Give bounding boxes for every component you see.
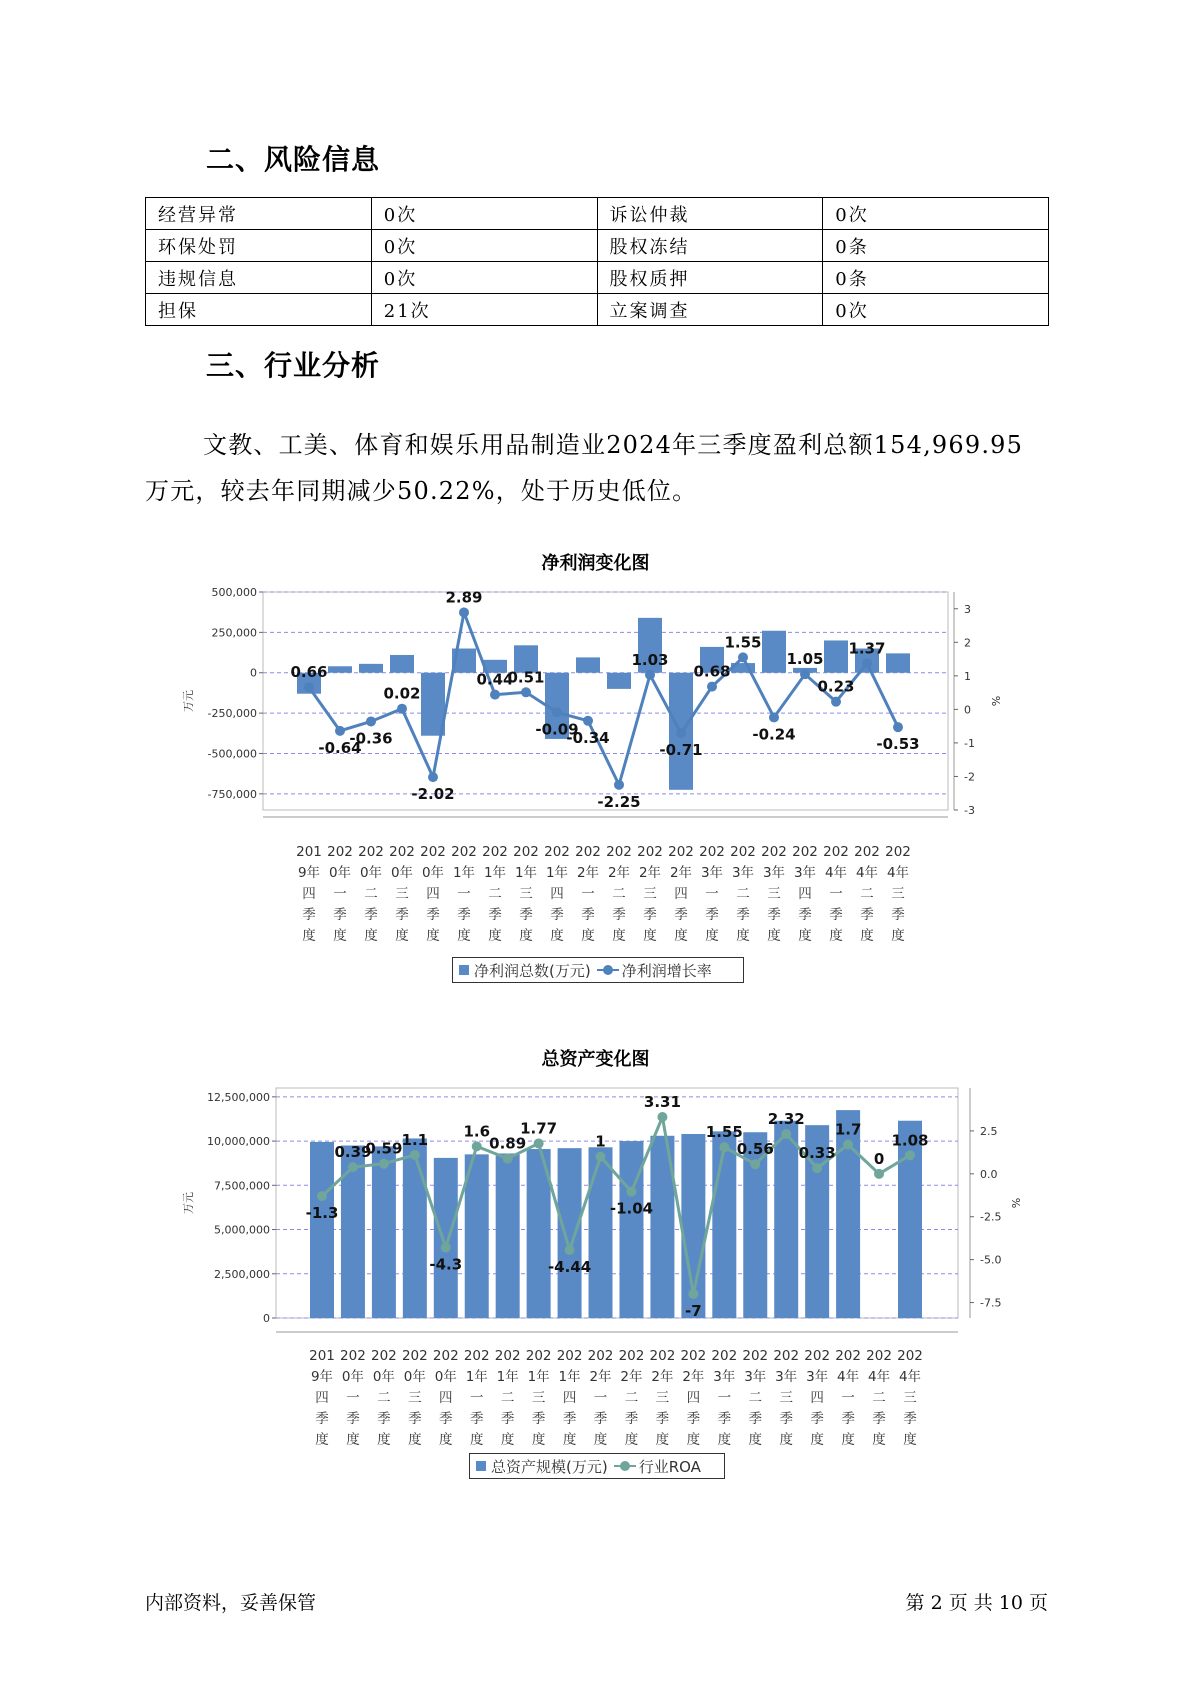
- bar: [434, 1158, 458, 1318]
- data-label: 0.68: [693, 662, 731, 681]
- bar: [774, 1121, 798, 1318]
- x-tick-label: 202 0年二季度: [358, 844, 384, 944]
- line-point: [304, 682, 314, 692]
- x-tick-label: 202 0年三季度: [389, 844, 415, 944]
- bar: [403, 1138, 427, 1318]
- x-tick-label: 202 4年二季度: [854, 844, 880, 944]
- total-assets-chart: [0, 1070, 1191, 1470]
- line-point: [688, 1289, 698, 1299]
- bar: [328, 666, 352, 672]
- risk-table-row: [146, 294, 1049, 326]
- x-tick-label: 202 2年二季度: [618, 1348, 645, 1448]
- paragraph-line-2: 万元，较去年同期减少50.22%，处于历史低位。: [145, 477, 698, 505]
- data-label: -0.24: [752, 725, 796, 744]
- legend-bar-label: 总资产规模(万元): [491, 1457, 608, 1476]
- line-point: [565, 1245, 575, 1255]
- data-label: -4.3: [429, 1255, 463, 1274]
- x-tick-label: 202 3年四季度: [804, 1348, 831, 1448]
- data-label: 0.51: [507, 668, 545, 687]
- y2-axis-title: %: [989, 695, 1002, 707]
- line-point: [831, 697, 841, 707]
- risk-item-value: 0次: [823, 198, 1049, 230]
- line-point: [366, 716, 376, 726]
- section-title-risk: 二、风险信息: [206, 143, 381, 176]
- x-tick-label: 202 2年一季度: [575, 844, 601, 944]
- data-label: -0.71: [659, 741, 703, 760]
- data-label: -0.53: [876, 735, 920, 754]
- risk-item-label: 经营异常: [146, 198, 372, 230]
- footer-confidential: 内部资料，妥善保管: [145, 1592, 317, 1614]
- line-point: [781, 1129, 791, 1139]
- line-point: [472, 1141, 482, 1151]
- bar-legend-swatch: [476, 1461, 486, 1471]
- line-point: [750, 1159, 760, 1169]
- paragraph-line-1: 文教、工美、体育和娱乐用品制造业2024年三季度盈利总额154,969.95: [203, 431, 1024, 459]
- risk-table-row: [146, 230, 1049, 262]
- line-point: [812, 1163, 822, 1173]
- x-tick-label: 202 0年一季度: [327, 844, 353, 944]
- data-label: -0.34: [566, 728, 610, 747]
- data-label: -2.02: [411, 785, 455, 804]
- line-point: [428, 772, 438, 782]
- data-label: 1.55: [724, 633, 762, 652]
- line-point: [738, 652, 748, 662]
- y2-axis-title: %: [1009, 1197, 1022, 1209]
- data-label: 0.33: [798, 1144, 836, 1163]
- risk-item-label: 违规信息: [146, 262, 372, 294]
- data-label: -2.25: [597, 792, 641, 811]
- bar: [762, 631, 786, 673]
- y2-tick-label: -5.0: [980, 1253, 1002, 1267]
- bar: [496, 1153, 520, 1318]
- legend-line-label: 净利润增长率: [621, 961, 712, 980]
- y2-tick-label: 3: [964, 602, 971, 616]
- plot-area: [263, 592, 948, 810]
- risk-item-label: 立案调查: [597, 294, 823, 326]
- data-label: 3.31: [643, 1093, 681, 1112]
- risk-item-value: 0次: [371, 230, 597, 262]
- line-point: [626, 1187, 636, 1197]
- footer-page-number: 第 2 页 共 10 页: [905, 1592, 1048, 1614]
- bar-legend-swatch: [459, 965, 469, 975]
- data-label: -1.04: [609, 1199, 654, 1218]
- x-tick-label: 202 0年四季度: [420, 844, 446, 944]
- bar: [589, 1147, 613, 1318]
- bar: [310, 1142, 334, 1318]
- x-tick-label: 202 3年一季度: [711, 1348, 738, 1448]
- line-point: [707, 682, 717, 692]
- y-tick-label: -750,000: [207, 787, 257, 801]
- data-label: -0.64: [318, 738, 362, 757]
- x-tick-label: 201 9年四季度: [309, 1348, 335, 1448]
- risk-item-value: 0次: [371, 262, 597, 294]
- risk-item-value: 0次: [823, 294, 1049, 326]
- data-label: -7: [685, 1301, 702, 1320]
- data-label: 1.05: [786, 650, 824, 669]
- y2-tick-label: 2: [964, 636, 971, 650]
- x-tick-label: 202 4年二季度: [866, 1348, 892, 1448]
- line-point: [843, 1140, 853, 1150]
- bar: [607, 673, 631, 689]
- line-point: [676, 728, 686, 738]
- x-tick-label: 202 0年三季度: [401, 1348, 428, 1448]
- total-assets-legend: [469, 1453, 725, 1479]
- data-label: 1.1: [401, 1130, 429, 1149]
- data-label: -0.09: [535, 720, 579, 739]
- y-tick-label: 0: [250, 666, 257, 680]
- x-tick-label: 202 0年一季度: [340, 1348, 366, 1448]
- line-point: [441, 1243, 451, 1253]
- line-point: [893, 722, 903, 732]
- data-label: 0.39: [334, 1143, 372, 1162]
- risk-table-row: [146, 262, 1049, 294]
- x-tick-label: 202 3年二季度: [742, 1348, 769, 1448]
- bar: [372, 1146, 396, 1318]
- line-point: [596, 1152, 606, 1162]
- data-label: 1.77: [520, 1119, 558, 1138]
- bar: [558, 1148, 582, 1318]
- x-tick-label: 201 9年四季度: [296, 844, 322, 944]
- y-axis-title: 万元: [182, 690, 195, 712]
- x-tick-label: 202 1年四季度: [556, 1348, 583, 1448]
- risk-table-row: [146, 198, 1049, 230]
- data-label: -4.44: [547, 1258, 592, 1277]
- y-tick-label: 10,000,000: [207, 1135, 270, 1149]
- y-tick-label: 2,500,000: [214, 1267, 270, 1281]
- x-tick-label: 202 1年三季度: [513, 844, 539, 944]
- data-label: 2.32: [767, 1110, 805, 1128]
- y2-tick-label: -7.5: [980, 1296, 1002, 1310]
- data-label: 1.7: [834, 1120, 862, 1139]
- x-tick-label: 202 0年四季度: [432, 1348, 459, 1448]
- line-point: [459, 607, 469, 617]
- x-tick-label: 202 2年三季度: [637, 844, 663, 944]
- x-tick-label: 202 2年二季度: [606, 844, 632, 944]
- line-point: [800, 669, 810, 679]
- y2-tick-label: -1: [964, 736, 975, 750]
- data-label: 1.03: [631, 650, 669, 669]
- x-tick-label: 202 0年二季度: [371, 1348, 397, 1448]
- line-point: [657, 1112, 667, 1122]
- x-tick-label: 202 4年一季度: [823, 844, 849, 944]
- risk-item-label: 担保: [146, 294, 372, 326]
- x-tick-label: 202 3年一季度: [699, 844, 725, 944]
- line-point: [874, 1169, 884, 1179]
- y-tick-label: 12,500,000: [207, 1090, 270, 1104]
- x-tick-label: 202 1年一季度: [463, 1348, 490, 1448]
- y2-tick-label: -2: [964, 770, 975, 784]
- y-tick-label: 250,000: [211, 626, 257, 640]
- data-label: 1.37: [848, 639, 886, 658]
- line-point: [521, 687, 531, 697]
- x-tick-label: 202 1年二季度: [494, 1348, 521, 1448]
- data-label: 0.66: [290, 663, 328, 682]
- x-tick-label: 202 4年三季度: [885, 844, 911, 944]
- bar: [712, 1131, 736, 1318]
- line-point: [397, 704, 407, 714]
- line-point: [410, 1150, 420, 1160]
- data-label: 0.23: [817, 677, 855, 696]
- line-legend-swatch: [597, 965, 619, 975]
- industry-paragraph: [145, 422, 1075, 514]
- y-axis-title: 万元: [182, 1192, 195, 1214]
- data-label: 0: [873, 1149, 885, 1168]
- x-tick-label: 202 1年三季度: [525, 1348, 552, 1448]
- line-point: [335, 726, 345, 736]
- legend-line-label: 行业ROA: [638, 1457, 701, 1476]
- x-tick-label: 202 2年四季度: [680, 1348, 707, 1448]
- y2-tick-label: 2.5: [980, 1124, 998, 1138]
- net-profit-chart: [0, 570, 1191, 970]
- risk-item-label: 股权冻结: [597, 230, 823, 262]
- bar: [824, 640, 848, 672]
- risk-item-label: 股权质押: [597, 262, 823, 294]
- risk-table: [145, 197, 1049, 326]
- x-tick-label: 202 3年四季度: [792, 844, 818, 944]
- data-label: 0.02: [383, 684, 421, 703]
- risk-item-value: 0条: [823, 262, 1049, 294]
- x-tick-label: 202 1年四季度: [544, 844, 570, 944]
- bar: [359, 664, 383, 673]
- data-label: 1.08: [891, 1131, 929, 1150]
- x-tick-label: 202 3年三季度: [761, 844, 787, 944]
- data-label: 0.56: [736, 1140, 774, 1159]
- x-tick-label: 202 2年一季度: [587, 1348, 614, 1448]
- y2-tick-label: 0: [964, 703, 971, 717]
- line-point: [614, 780, 624, 790]
- y2-tick-label: 0.0: [980, 1167, 998, 1181]
- line-point: [379, 1159, 389, 1169]
- line-point: [719, 1142, 729, 1152]
- line-point: [348, 1162, 358, 1172]
- data-label: 0.89: [489, 1134, 527, 1153]
- line-point: [645, 670, 655, 680]
- line-point: [552, 707, 562, 717]
- x-tick-label: 202 1年二季度: [482, 844, 508, 944]
- line-point: [583, 716, 593, 726]
- line-legend-swatch: [614, 1461, 636, 1471]
- data-label: 0.44: [476, 670, 514, 689]
- y2-tick-label: -2.5: [980, 1210, 1002, 1224]
- data-label: 1.6: [463, 1122, 491, 1141]
- y-tick-label: 5,000,000: [214, 1223, 270, 1237]
- line-point: [534, 1138, 544, 1148]
- data-label: 2.89: [445, 588, 483, 607]
- y-tick-label: -500,000: [207, 747, 257, 761]
- risk-item-value: 0条: [823, 230, 1049, 262]
- legend-bar-label: 净利润总数(万元): [474, 961, 591, 980]
- x-tick-label: 202 2年四季度: [668, 844, 694, 944]
- y2-tick-label: -3: [964, 804, 975, 817]
- risk-item-label: 环保处罚: [146, 230, 372, 262]
- risk-item-value: 21次: [371, 294, 597, 326]
- bar: [886, 653, 910, 672]
- line-point: [769, 712, 779, 722]
- data-label: -0.36: [349, 729, 393, 748]
- data-label: -1.3: [305, 1204, 339, 1223]
- section-title-industry: 三、行业分析: [206, 349, 381, 382]
- x-tick-label: 202 3年三季度: [773, 1348, 800, 1448]
- line-point: [317, 1191, 327, 1201]
- y-tick-label: 7,500,000: [214, 1179, 270, 1193]
- y-tick-label: -250,000: [207, 707, 257, 721]
- x-tick-label: 202 4年一季度: [835, 1348, 861, 1448]
- bar: [390, 655, 414, 673]
- line-point: [905, 1150, 915, 1160]
- y-tick-label: 500,000: [211, 586, 257, 599]
- line-point: [862, 658, 872, 668]
- y2-tick-label: 1: [964, 669, 971, 683]
- line-point: [490, 690, 500, 700]
- data-label: 1: [595, 1132, 606, 1151]
- x-tick-label: 202 2年三季度: [649, 1348, 676, 1448]
- data-label: 1.55: [705, 1123, 743, 1142]
- data-label: 0.59: [365, 1139, 403, 1158]
- x-tick-label: 202 3年二季度: [730, 844, 756, 944]
- line-point: [503, 1154, 513, 1164]
- bar: [576, 657, 600, 672]
- chart-title-net-profit: 净利润变化图: [541, 553, 650, 574]
- net-profit-legend: [452, 957, 744, 983]
- risk-item-label: 诉讼仲裁: [597, 198, 823, 230]
- chart-title-total-assets: 总资产变化图: [541, 1049, 650, 1070]
- risk-item-value: 0次: [371, 198, 597, 230]
- y-tick-label: 0: [263, 1312, 270, 1325]
- x-tick-label: 202 4年三季度: [897, 1348, 923, 1448]
- x-tick-label: 202 1年一季度: [451, 844, 477, 944]
